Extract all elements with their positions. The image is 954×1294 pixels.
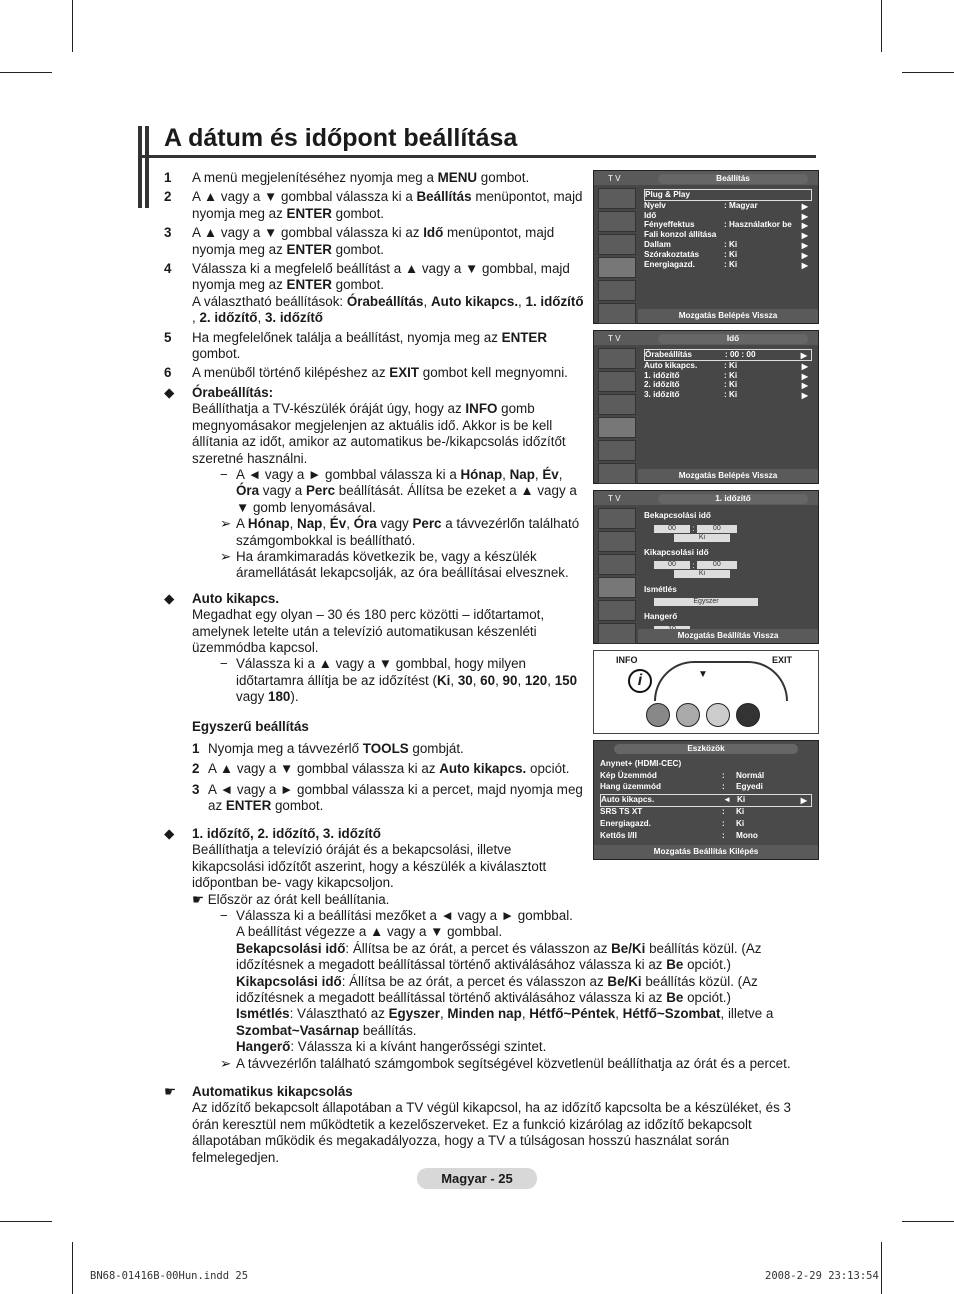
osd-title: Idő bbox=[658, 334, 808, 344]
page-number: Magyar - 25 bbox=[417, 1168, 537, 1189]
osd-tools-item[interactable]: Kettős I/II : Mono bbox=[600, 830, 758, 840]
crop-mark bbox=[0, 1221, 52, 1222]
osd-menu-item[interactable]: Nyelv : Magyar ▶ bbox=[644, 200, 808, 211]
auto-shutoff-note bbox=[164, 1084, 814, 1166]
imprint-file: BN68-01416B-00Hun.indd 25 bbox=[90, 1270, 249, 1282]
diamond-icon: ◆ bbox=[164, 384, 175, 400]
osd-tools-item[interactable]: Hang üzemmód : Egyedi bbox=[600, 782, 763, 792]
bullet-title: 1. időzítő, 2. időzítő, 3. időzítő bbox=[192, 826, 381, 841]
bullet-orabeallitas bbox=[164, 385, 584, 582]
auto-text: Az időzítő bekapcsolt állapotában a TV végül kikapcsol, ha az időzítő kapcsolta be a készüléket, és 3 órán keresztül nem működtetik a kezelőszerveket. Ez a funkció kizárólag az időzítő bekapcsolt állapotában működik és megakadályozza, hogy a TV a túlságosan hosszú használat során felmelegedjen. bbox=[192, 1100, 791, 1165]
osd-title: 1. időzítő bbox=[658, 494, 808, 504]
pointing-hand-icon: ☛ bbox=[192, 891, 205, 907]
step-item: 5 Ha megfelelőnek találja a beállítást, nyomja meg az ENTER gombot. bbox=[164, 329, 548, 362]
osd-sidebar bbox=[595, 346, 639, 486]
easy-step: 3 A ◄ vagy a ► gombbal válassza ki a percet, majd nyomja meg az ENTER gombot. bbox=[192, 781, 583, 814]
osd-setup-menu: T V Beállítás Plug & Play Nyelv : Magyar ▶ Idő ▶ Fényeffektus : Használatkor be ▶ Fali konzol állítása ▶ Dallam : Ki ▶ Szórakoztatás : Ki ▶ Energiagazd. : Ki ▶ Mozgatás Belépés Vissza bbox=[593, 170, 819, 324]
note-item: ➢ Ha áramkimaradás következik be, vagy a készülék áramellátását lekapcsolják, az óra beállításai elvesznek. bbox=[220, 548, 569, 581]
bullet-idozito bbox=[164, 826, 814, 1072]
osd-menu-item[interactable]: 1. időzítő : Ki ▶ bbox=[644, 370, 808, 381]
step-item: 2 A ▲ vagy a ▼ gombbal válassza ki a Beállítás menüpontot, majd nyomja meg az ENTER gombot. bbox=[164, 189, 583, 221]
bullet-title: Auto kikapcs. bbox=[192, 590, 280, 606]
diamond-icon: ◆ bbox=[164, 590, 175, 606]
imprint-date: 2008-2-29 23:13:54 bbox=[765, 1270, 879, 1282]
osd-time-menu: T V Idő Órabeállítás : 00 : 00 ▶ Auto kikapcs. : Ki ▶ 1. időzítő : Ki ▶ 2. időzítő : Ki ▶ 3. időzítő : Ki ▶ Mozgatás Belépés Vissza bbox=[593, 330, 819, 484]
auto-title: Automatikus kikapcsolás bbox=[192, 1084, 353, 1099]
osd-menu-item[interactable]: Szórakoztatás : Ki ▶ bbox=[644, 249, 808, 260]
easy-step: 1 Nyomja meg a távvezérlő TOOLS gombját. bbox=[192, 741, 464, 756]
osd-menu-item[interactable]: Dallam : Ki ▶ bbox=[644, 239, 808, 250]
info-icon: i bbox=[628, 669, 652, 693]
osd-menu-item[interactable]: 3. időzítő : Ki ▶ bbox=[644, 390, 808, 401]
osd-menu-item[interactable]: Auto kikapcs. : Ki ▶ bbox=[644, 360, 808, 371]
step-item: 4 Válassza ki a megfelelő beállítást a ▲ vagy a ▼ gombbal, majd nyomja meg az ENTER gombot. A választható beállítások: Órabeállítás, Auto kikapcs., 1. időzítő , 2. időzítő, 3. időzítő bbox=[164, 261, 584, 326]
remote-illustration bbox=[593, 650, 819, 734]
osd-title: Beállítás bbox=[658, 174, 808, 184]
step-item: 3 A ▲ vagy a ▼ gombbal válassza ki az Idő menüpontot, majd nyomja meg az ENTER gombot. bbox=[164, 225, 555, 257]
color-button-red bbox=[646, 703, 670, 727]
diamond-icon: ◆ bbox=[164, 826, 175, 841]
osd-menu-item[interactable]: Energiagazd. : Ki ▶ bbox=[644, 259, 808, 270]
bullet-text: Beállíthatja a televízió óráját és a bekapcsolási, illetve kikapcsolási időzítőt aszerint, hogy a készülék a kiválasztott időpontban be- vagy kikapcsoljon. bbox=[192, 842, 547, 891]
steps-list bbox=[164, 170, 584, 382]
osd-sidebar bbox=[595, 186, 639, 326]
dash-item: − Válassza ki a ▲ vagy a ▼ gombbal, hogy milyen időtartamra állítja be az időzítést (Ki, 30, 60, 90, 120, 150 vagy 180). bbox=[220, 656, 578, 705]
hand-note: ☛ Először az órát kell beállítania. bbox=[192, 891, 390, 907]
note-arrow-icon: ➢ bbox=[220, 1055, 232, 1071]
bullet-text: Megadhat egy olyan – 30 és 180 perc közötti – időtartamot, amelynek letelte után a televízió automatikusan készenléti üzemmódba kapcsol. bbox=[192, 607, 545, 655]
osd-tools-menu: Eszközök Anynet+ (HDMI-CEC) Kép Üzemmód : Normál Hang üzemmód : Egyedi Auto kikapcs. ◄ Ki ▶ SRS TS XT : Ki Energiagazd. : Ki Kettős I/II : Mono Mozgatás Beállítás Kilépés bbox=[593, 740, 819, 860]
info-button-label: INFO bbox=[616, 655, 638, 665]
osd-menu-item[interactable]: Fényeffektus : Használatkor be ▶ bbox=[644, 220, 808, 231]
easy-setup-title: Egyszerű beállítás bbox=[192, 718, 309, 734]
osd-tools-item[interactable]: Kép Üzemmód : Normál bbox=[600, 770, 765, 780]
step-item: 1 A menü megjelenítéséhez nyomja meg a MENU gombot. bbox=[164, 170, 530, 185]
note-item: ➢ A távvezérlőn található számgombok segítségével közvetlenül beállíthatja az órát és a percet. bbox=[220, 1055, 791, 1071]
osd-tools-item[interactable]: Energiagazd. : Ki bbox=[600, 818, 745, 828]
bullet-text: Beállíthatja a TV-készülék óráját úgy, hogy az INFO gomb megnyomásakor megjelenjen az aktuális idő. Akkor is be kell állítania az időt, amikor az automatikus be-/kikapcsolás időzítőt szeretné használni. bbox=[192, 401, 566, 466]
easy-step: 2 A ▲ vagy a ▼ gombbal válassza ki az Auto kikapcs. opciót. bbox=[192, 761, 570, 777]
color-button-green bbox=[676, 703, 700, 727]
note-arrow-icon: ➢ bbox=[220, 548, 232, 564]
bullet-auto-kikapcs bbox=[164, 591, 584, 815]
crop-mark bbox=[72, 0, 73, 52]
dash-item: − Válassza ki a beállítási mezőket a ◄ vagy a ► gombbal. A beállítást végezze a ▲ vagy a ▼ gombbal. Bekapcsolási idő: Állítsa be az órát, a percet és válasszon az Be/Ki beállítás közül. (Az időzítésnek a megadott beállítással történő aktiválásához válassza ki az Be opciót.) Kikapcsolási idő: Állítsa be az órát, a percet és válasszon az Be/Ki beállítás közül. (Az időzítésnek a megadott beállítással történő aktiválásához válassza ki az Be opciót.) Ismétlés: Választható az Egyszer, Minden nap, Hétfő~Péntek, Hétfő~Szombat, illetve a Szombat~Vasárnap beállítás. Hangerő: Válassza ki a kívánt hangerősségi szintet. bbox=[220, 908, 774, 1055]
osd-menu-item[interactable]: Órabeállítás : 00 : 00 ▶ bbox=[644, 349, 812, 361]
dash-item: − A ◄ vagy a ► gombbal válassza ki a Hónap, Nap, Év, Óra vagy a Perc beállítását. Állítsa be ezeket a ▲ vagy a ▼ gomb lenyomásával. bbox=[220, 466, 577, 515]
osd-timer-menu: T V 1. időzítő Bekapcsolási idő 00 : 00 Ki Kikapcsolási idő 00 : 00 Ki Ismétlés Egyszer Hangerő Mozgatás Beállítás Vissza bbox=[593, 490, 819, 644]
page-title: A dátum és időpont beállítása bbox=[164, 124, 518, 152]
crop-mark bbox=[72, 1242, 73, 1294]
osd-tools-item[interactable]: SRS TS XT : Ki bbox=[600, 807, 745, 817]
easy-setup-list bbox=[192, 741, 584, 815]
main-text bbox=[164, 170, 584, 819]
crop-mark bbox=[881, 1242, 882, 1294]
exit-button-label: EXIT bbox=[771, 655, 792, 665]
color-button-blue bbox=[736, 703, 760, 727]
osd-menu-item[interactable]: 2. időzítő : Ki ▶ bbox=[644, 380, 808, 391]
osd-menu-item[interactable]: Idő ▶ bbox=[644, 210, 808, 221]
osd-sidebar bbox=[595, 506, 639, 646]
nav-ring bbox=[654, 661, 788, 701]
arrow-down-icon: ▼ bbox=[698, 669, 708, 680]
bullet-title: Órabeállítás: bbox=[192, 384, 274, 400]
crop-mark bbox=[881, 0, 882, 52]
color-button-yellow bbox=[706, 703, 730, 727]
osd-menu-item[interactable]: Fali konzol állítása ▶ bbox=[644, 230, 808, 241]
title-rule bbox=[138, 155, 816, 158]
note-arrow-icon: ➢ bbox=[220, 516, 232, 532]
osd-menu-item[interactable]: Plug & Play bbox=[644, 189, 812, 201]
crop-mark bbox=[902, 1221, 954, 1222]
note-item: ➢ A Hónap, Nap, Év, Óra vagy Perc a távvezérlőn található számgombokkal is beállítható. bbox=[220, 516, 580, 548]
step-item: 6 A menüből történő kilépéshez az EXIT gombot kell megnyomni. bbox=[164, 365, 568, 381]
osd-title: Eszközök bbox=[614, 744, 798, 754]
crop-mark bbox=[0, 72, 52, 73]
pointing-hand-icon: ☛ bbox=[164, 1084, 177, 1099]
osd-tools-item[interactable]: Auto kikapcs. ◄ Ki ▶ bbox=[600, 794, 812, 808]
osd-tools-item[interactable]: Anynet+ (HDMI-CEC) bbox=[600, 759, 682, 768]
crop-mark bbox=[902, 72, 954, 73]
